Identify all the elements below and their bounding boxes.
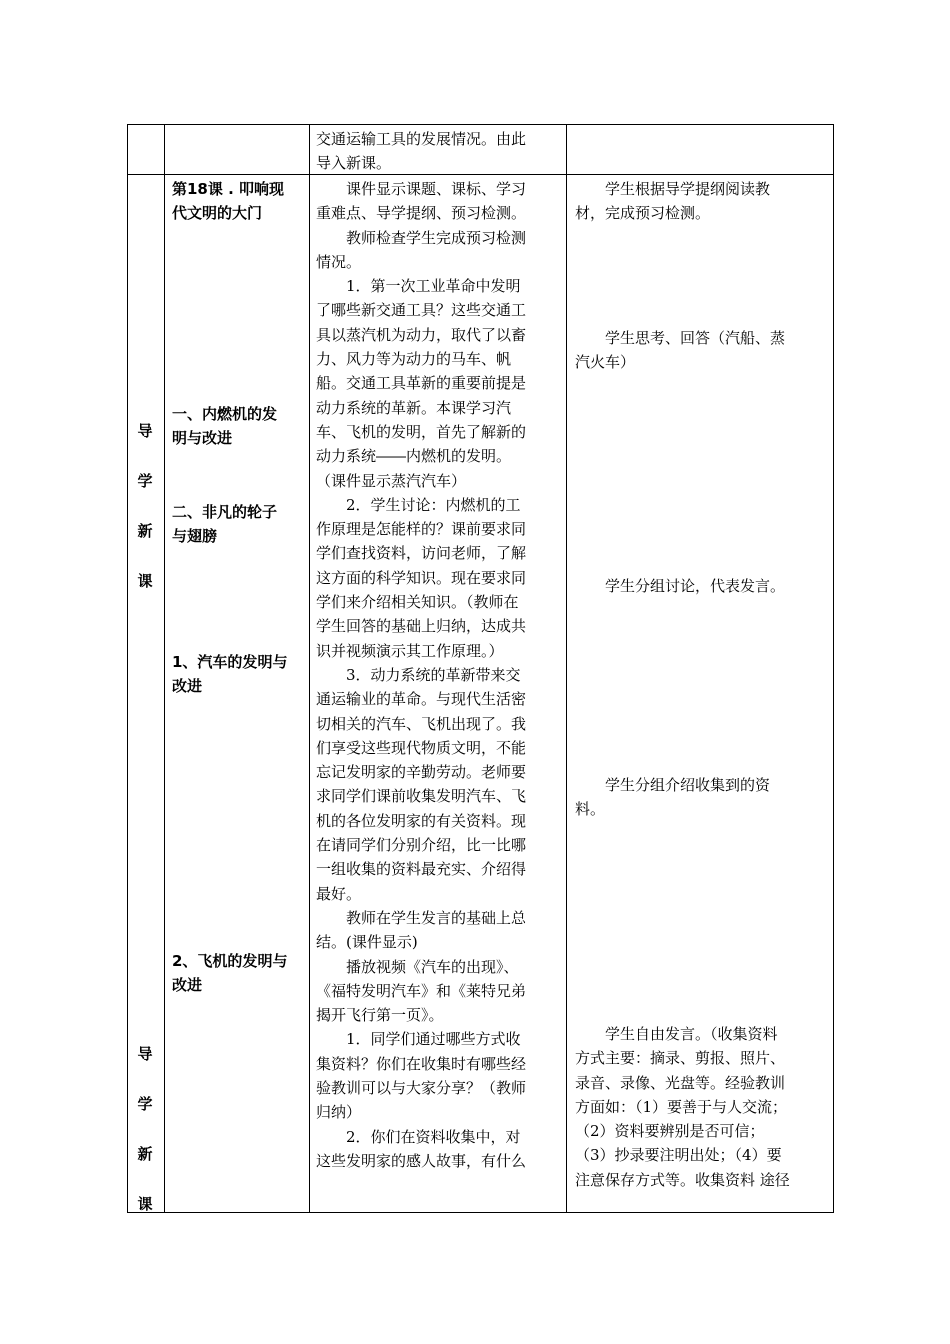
text-line: 《福特发明汽车》和《莱特兄弟: [316, 981, 527, 1000]
text-line: （3）抄录要注明出处；（4）要: [575, 1146, 782, 1165]
side-label-char: 课: [137, 1195, 153, 1213]
section-heading-2: [172, 500, 306, 549]
top-row-teacher-text: [316, 127, 562, 176]
table-border-bottom: [127, 1212, 834, 1213]
text-line: 改进: [172, 976, 203, 995]
text-line: 具以蒸汽机为动力，取代了以畜: [316, 325, 527, 344]
text-line: 在请同学们分别介绍，比一比哪: [316, 836, 527, 855]
text-line: 结。(课件显示): [316, 933, 418, 952]
student-activity-1: [575, 177, 827, 226]
text-line: 情况。: [316, 252, 362, 271]
text-line: 通运输业的革命。与现代生活密: [316, 690, 527, 709]
text-line: 3．动力系统的革新带来交: [316, 665, 521, 684]
text-line: 方面如：（1）要善于与人交流；: [575, 1097, 788, 1116]
text-line: 学生自由发言。（收集资料: [575, 1025, 778, 1043]
table-col-divider-3: [566, 124, 567, 1213]
side-label-char: 学: [137, 1095, 153, 1113]
text-line: 车、飞机的发明，首先了解新的: [316, 422, 527, 441]
text-line: 归纳）: [316, 1103, 362, 1122]
text-line: 二、非凡的轮子: [172, 503, 278, 521]
section-heading-1: [172, 402, 306, 451]
text-line: 求同学们课前收集发明汽车、飞: [316, 787, 527, 806]
text-line: 了哪些新交通工具？这些交通工: [316, 301, 527, 320]
lesson-title: [172, 177, 306, 226]
text-line: 船。交通工具革新的重要前提是: [316, 374, 527, 393]
text-line: 识并视频演示其工作原理。）: [316, 641, 504, 660]
text-line: 作原理是怎能样的？课前要求同: [316, 520, 527, 539]
text-line: 学们来介绍相关知识。（教师在: [316, 593, 519, 612]
text-line: （课件显示蒸汽汽车）: [316, 471, 467, 490]
student-activity-3: [575, 574, 827, 598]
text-line: 2．学生讨论：内燃机的工: [316, 495, 521, 514]
teacher-activity-text: [316, 177, 562, 1173]
text-line: 一组收集的资料最充实、介绍得: [316, 860, 527, 879]
text-line: 最好。: [316, 884, 362, 903]
text-line: 这方面的科学知识。现在要求同: [316, 568, 527, 587]
text-line: 学们查找资料，访问老师，了解: [316, 544, 527, 563]
subsection-heading-1: [172, 650, 306, 699]
text-line: 力、风力等为动力的马车、帆: [316, 350, 512, 369]
text-line: 动力系统的革新。本课学习汽: [316, 398, 512, 417]
text-line: 1．第一次工业革命中发明: [316, 277, 521, 296]
text-line: 与翅膀: [172, 527, 218, 546]
table-col-divider-2: [309, 124, 310, 1213]
text-line: 动力系统――内燃机的发明。: [316, 447, 512, 466]
text-line: 们享受这些现代物质文明，不能: [316, 738, 527, 757]
text-line: 第18课 . 叩响现: [172, 180, 285, 198]
text-line: 学生根据导学提纲阅读教: [575, 180, 771, 198]
side-label-char: 导: [137, 1045, 153, 1063]
side-label-char: 课: [137, 572, 153, 590]
text-line: 忘记发明家的辛勤劳动。老师要: [316, 763, 527, 782]
text-line: 重难点、导学提纲、预习检测。: [316, 204, 527, 223]
text-line: 教师检查学生完成预习检测: [316, 228, 527, 247]
text-line: 方式主要：摘录、剪报、照片、: [575, 1049, 786, 1068]
text-line: 这些发明家的感人故事，有什么: [316, 1151, 527, 1170]
text-line: 学生分组讨论，代表发言。: [575, 577, 786, 595]
text-line: 学生思考、回答（汽船、蒸: [575, 329, 786, 347]
text-line: 明与改进: [172, 429, 233, 448]
text-line: 料。: [575, 800, 606, 819]
text-line: 1、汽车的发明与: [172, 653, 288, 671]
text-line: 代文明的大门: [172, 204, 263, 223]
text-line: 一、内燃机的发: [172, 405, 278, 423]
student-activity-4: [575, 773, 827, 822]
subsection-heading-2: [172, 949, 306, 998]
text-line: 1．同学们通过哪些方式收: [316, 1030, 521, 1049]
text-line: 课件显示课题、课标、学习: [316, 180, 527, 198]
text-line: 学生回答的基础上归纳，达成共: [316, 617, 527, 636]
side-label-char: 导: [137, 422, 153, 440]
text-line: 机的各位发明家的有关资料。现: [316, 811, 527, 830]
text-line: 播放视频《汽车的出现》、: [316, 957, 519, 976]
side-label-char: 新: [137, 522, 153, 540]
text-line: 导入新课。: [316, 154, 392, 173]
text-line: 汽火车）: [575, 353, 636, 372]
table-border-left: [127, 124, 128, 1213]
student-activity-2: [575, 326, 827, 375]
text-line: 教师在学生发言的基础上总: [316, 908, 527, 927]
text-line: 注意保存方式等。收集资料 途径: [575, 1170, 790, 1189]
text-line: 验教训可以与大家分享？（教师: [316, 1078, 527, 1097]
table-col-divider-1: [164, 124, 165, 1213]
text-line: 改进: [172, 677, 203, 696]
student-activity-5: [575, 1022, 827, 1192]
text-line: 切相关的汽车、飞机出现了。我: [316, 714, 527, 733]
table-border-right: [833, 124, 834, 1213]
table-border-top: [127, 124, 834, 125]
text-line: 集资料？你们在收集时有哪些经: [316, 1054, 527, 1073]
text-line: 交通运输工具的发展情况。由此: [316, 130, 527, 148]
text-line: 2．你们在资料收集中，对: [316, 1127, 521, 1146]
text-line: 学生分组介绍收集到的资: [575, 776, 771, 794]
text-line: 2、飞机的发明与: [172, 952, 288, 970]
side-label-char: 新: [137, 1145, 153, 1163]
text-line: 揭开飞行第一页》。: [316, 1006, 444, 1025]
side-label-char: 学: [137, 472, 153, 490]
text-line: 材，完成预习检测。: [575, 204, 711, 223]
text-line: 录音、录像、光盘等。经验教训: [575, 1073, 786, 1092]
text-line: （2）资料要辨别是否可信；: [575, 1122, 765, 1141]
